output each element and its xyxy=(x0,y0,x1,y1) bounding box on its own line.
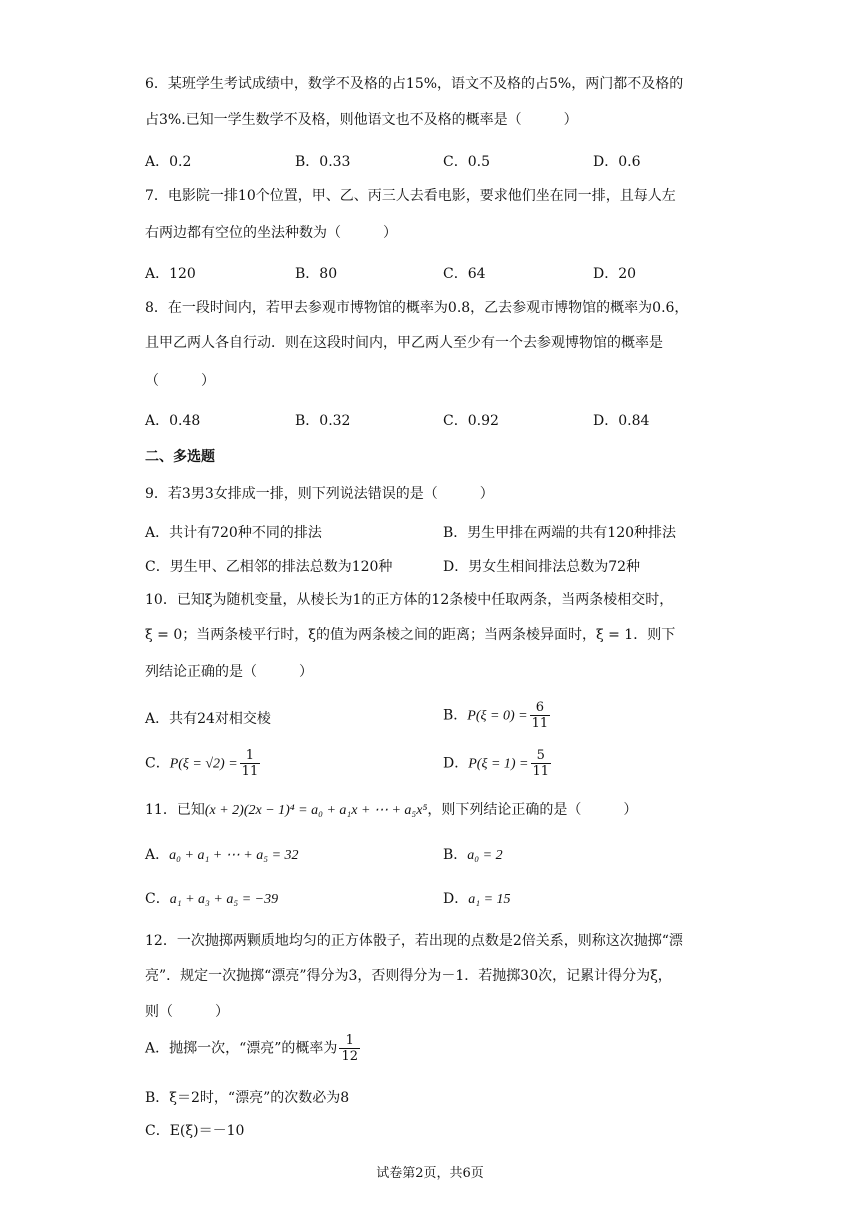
q10-option-c-denominator: 11 xyxy=(241,764,259,779)
q11-option-c-label: C． xyxy=(145,891,170,907)
q10-line2: ξ = 0；当两条棱平行时，ξ的值为两条棱之间的距离；当两条棱异面时，ξ = 1．则下 xyxy=(145,627,676,643)
q10-option-b-expr: P(ξ = 0) = xyxy=(467,708,528,724)
q11-option-b-expr: a₀ = 2 xyxy=(467,848,503,863)
q11-option-a-expr: a₀ + a₁ + ⋯ + a₅ = 32 xyxy=(169,848,299,863)
q11-option-d-label: D． xyxy=(443,891,469,907)
q10-option-b-denominator: 11 xyxy=(531,716,549,731)
q6-option-d: D．0.6 xyxy=(593,154,641,170)
q11-prefix: 11．已知 xyxy=(145,802,205,818)
q8-option-d: D．0.84 xyxy=(593,413,650,429)
q9-option-b: B．男生甲排在两端的共有120种排法 xyxy=(443,525,677,541)
q9-option-d: D．男女生相间排法总数为72种 xyxy=(443,559,641,575)
q11-option-a-label: A． xyxy=(145,847,170,863)
q7-option-a: A．120 xyxy=(145,266,196,282)
q10-option-b-fraction xyxy=(530,700,551,731)
q6-line2: 占3%.已知一学生数学不及格，则他语文也不及格的概率是（ ） xyxy=(145,112,578,128)
q11-option-b-label: B． xyxy=(443,847,468,863)
q7-line1: 7．电影院一排10个位置，甲、乙、丙三人去看电影，要求他们坐在同一排，且每人左 xyxy=(145,188,676,204)
q10-option-c-expr: P(ξ = √2) = xyxy=(169,756,238,772)
q12-option-a-text: A．抛掷一次，“漂亮”的概率为 xyxy=(145,1040,338,1057)
q7-option-c: C．64 xyxy=(443,266,486,282)
q8-option-c: C．0.92 xyxy=(443,413,499,429)
q6-option-b: B．0.33 xyxy=(295,154,351,170)
q10-option-d-fraction xyxy=(531,748,552,779)
q12-option-a-numerator: 1 xyxy=(339,1033,360,1049)
q10-option-a: A．共有24对相交棱 xyxy=(145,711,271,727)
q11-option-a xyxy=(145,846,299,865)
q10-line3: 列结论正确的是（ ） xyxy=(145,664,313,680)
q10-option-c-fraction xyxy=(240,748,261,779)
q12-option-a xyxy=(145,1033,360,1064)
q9-line1: 9．若3男3女排成一排，则下列说法错误的是（ ） xyxy=(145,486,494,502)
q12-line2: 亮”．规定一次抛掷“漂亮”得分为3，否则得分为－1．若抛掷30次，记累计得分为ξ， xyxy=(145,968,672,984)
q11-line1 xyxy=(145,801,637,820)
q10-option-b-label: B． xyxy=(443,707,468,724)
q8-line1: 8．在一段时间内，若甲去参观市博物馆的概率为0.8，乙去参观市博物馆的概率为0.6， xyxy=(145,300,689,316)
q12-line3: 则（ ） xyxy=(145,1004,229,1020)
q9-option-a: A．共计有720种不同的排法 xyxy=(145,525,322,541)
section-heading-multi-choice: 二、多选题 xyxy=(145,449,215,465)
q7-option-d: D．20 xyxy=(593,266,637,282)
q10-option-d xyxy=(443,748,551,779)
q11-suffix: ，则下列结论正确的是（ ） xyxy=(427,802,638,818)
q10-option-d-denominator: 11 xyxy=(532,764,550,779)
q10-option-b-numerator: 6 xyxy=(530,700,551,716)
q11-option-d-expr: a₁ = 15 xyxy=(468,892,511,907)
q12-option-c: C．E(ξ)＝－10 xyxy=(145,1123,245,1139)
q8-line2: 且甲乙两人各自行动．则在这段时间内，甲乙两人至少有一个去参观博物馆的概率是 xyxy=(145,335,663,351)
q10-option-d-numerator: 5 xyxy=(531,748,552,764)
q6-line1: 6．某班学生考试成绩中，数学不及格的占15%，语文不及格的占5%，两门都不及格的 xyxy=(145,76,684,92)
q11-option-c xyxy=(145,890,278,909)
q7-line2: 右两边都有空位的坐法种数为（ ） xyxy=(145,225,397,241)
q10-option-c-numerator: 1 xyxy=(240,748,261,764)
page-footer: 试卷第2页，共6页 xyxy=(376,1166,484,1181)
q9-option-c: C．男生甲、乙相邻的排法总数为120种 xyxy=(145,559,393,575)
q6-option-c: C．0.5 xyxy=(443,154,490,170)
q11-option-c-expr: a₁ + a₃ + a₅ = −39 xyxy=(169,892,279,907)
q12-option-b: B．ξ＝2时，“漂亮”的次数必为8 xyxy=(145,1090,350,1106)
q10-option-b xyxy=(443,700,550,731)
q11-option-b xyxy=(443,846,503,865)
q8-line3: （ ） xyxy=(145,373,215,389)
q12-option-a-fraction xyxy=(339,1033,360,1064)
q8-option-b: B．0.32 xyxy=(295,413,351,429)
q10-option-d-label: D． xyxy=(443,755,469,772)
q8-option-a: A．0.48 xyxy=(145,413,201,429)
q10-option-d-expr: P(ξ = 1) = xyxy=(468,756,529,772)
q12-line1: 12．一次抛掷两颗质地均匀的正方体骰子，若出现的点数是2倍关系，则称这次抛掷“漂 xyxy=(145,933,683,949)
q10-line1: 10．已知ξ为随机变量，从棱长为1的正方体的12条棱中任取两条，当两条棱相交时， xyxy=(145,592,674,608)
q10-option-c xyxy=(145,748,260,779)
q11-expression: (x + 2)(2x − 1)⁴ = a₀ + a₁x + ⋯ + a₅x⁵ xyxy=(204,803,428,818)
q6-option-a: A．0.2 xyxy=(145,154,192,170)
q10-option-c-label: C． xyxy=(145,755,170,772)
q7-option-b: B．80 xyxy=(295,266,338,282)
q11-option-d xyxy=(443,890,511,909)
q12-option-a-denominator: 12 xyxy=(341,1049,358,1064)
